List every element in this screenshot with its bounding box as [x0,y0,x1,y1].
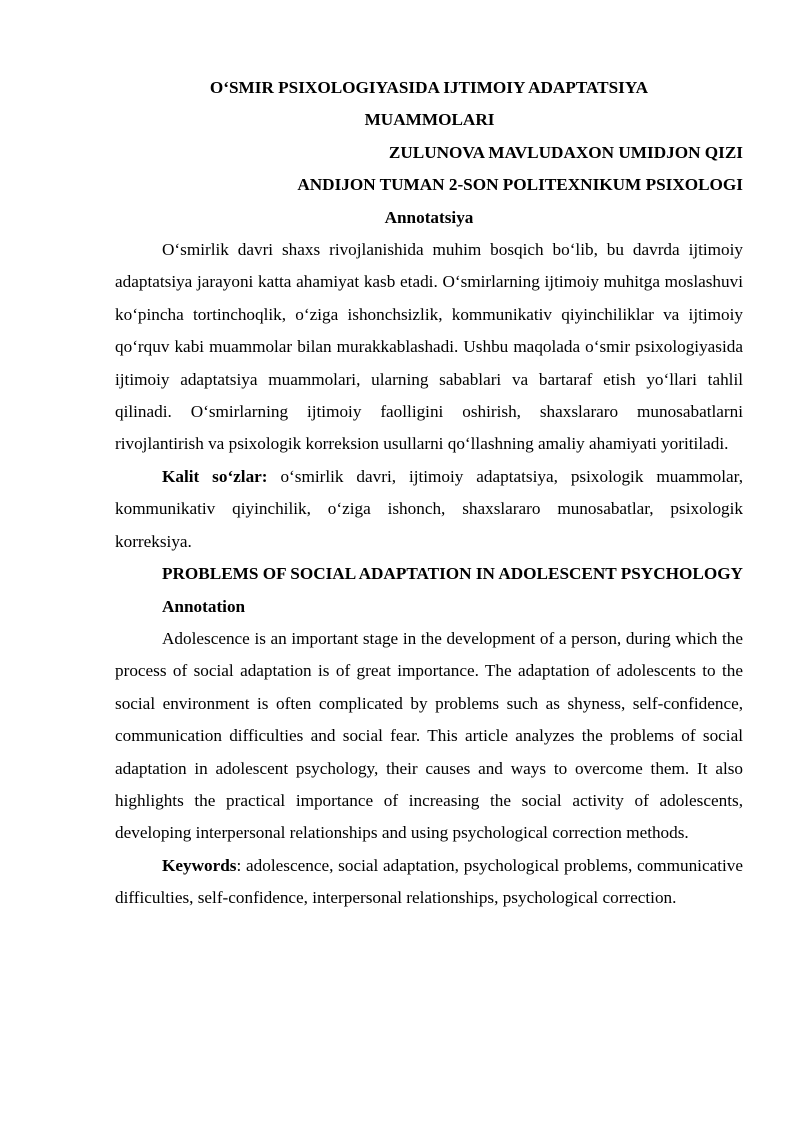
en-keywords-text: : adolescence, social adaptation, psychological problems, communicative difficulties, self-confidence, interpersonal relationships, psychological correction. [115,855,743,908]
author-affiliation: ANDIJON TUMAN 2-SON POLITEXNIKUM PSIXOLOGI [297,175,743,195]
document-page [115,72,743,915]
en-annotation-heading: Annotation [162,596,246,616]
en-title: PROBLEMS OF SOCIAL ADAPTATION IN ADOLESCENT PSYCHOLOGY [162,564,743,584]
uz-keywords-text: o‘smirlik davri, ijtimoiy adaptatsiya, psixologik muammolar, kommunikativ qiyinchilik, o‘ziga ishonch, shaxslararo munosabatlar, psixologik korreksiya. [115,466,744,551]
uz-keywords-label: Kalit so‘zlar: [162,466,268,486]
uz-annotation-heading: Annotatsiya [384,207,474,227]
uz-annotation-text: O‘smirlik davri shaxs rivojlanishida muhim bosqich bo‘lib, bu davrda ijtimoiy adaptatsiya jarayoni katta ahamiyat kasb etadi. O‘smirlarning ijtimoiy muhitga moslashuvi ko‘pincha tortinchoqlik, o‘ziga ishonchsizlik, kommunikativ qiyinchiliklar va ijtimoiy qo‘rquv kabi muammolar bilan murakkablashadi. Ushbu maqolada o‘smir psixologiyasida ijtimoiy adaptatsiya muammolari, ularning sabablari va bartaraf etish yo‘llari tahlil qilinadi. O‘smirlarning ijtimoiy faolligini oshirish, shaxslararo munosabatlarni rivojlantirish va psixologik korreksion usullarni qo‘llashning amaliy ahamiyati yoritiladi. [115,240,743,454]
en-keywords-paragraph [115,850,743,915]
uz-keywords-paragraph [115,461,743,558]
author-name: ZULUNOVA MAVLUDAXON UMIDJON QIZI [388,142,743,162]
en-annotation-text: Adolescence is an important stage in the development of a person, during which the process of social adaptation is of great importance. The adaptation of adolescents to the social environment is often complicated by problems such as shyness, self-confidence, communication difficulties and social fear. This article analyzes the problems of social adaptation in adolescent psychology, their causes and ways to overcome them. It also highlights the practical importance of increasing the social activity of adolescents, developing interpersonal relationships and using psychological correction methods. [115,628,743,843]
uz-title-line-2: MUAMMOLARI [364,110,495,130]
uz-title-line-1: O‘SMIR PSIXOLOGIYASIDA IJTIMOIY ADAPTATSIYA [209,78,649,97]
en-keywords-label: Keywords [162,855,237,875]
